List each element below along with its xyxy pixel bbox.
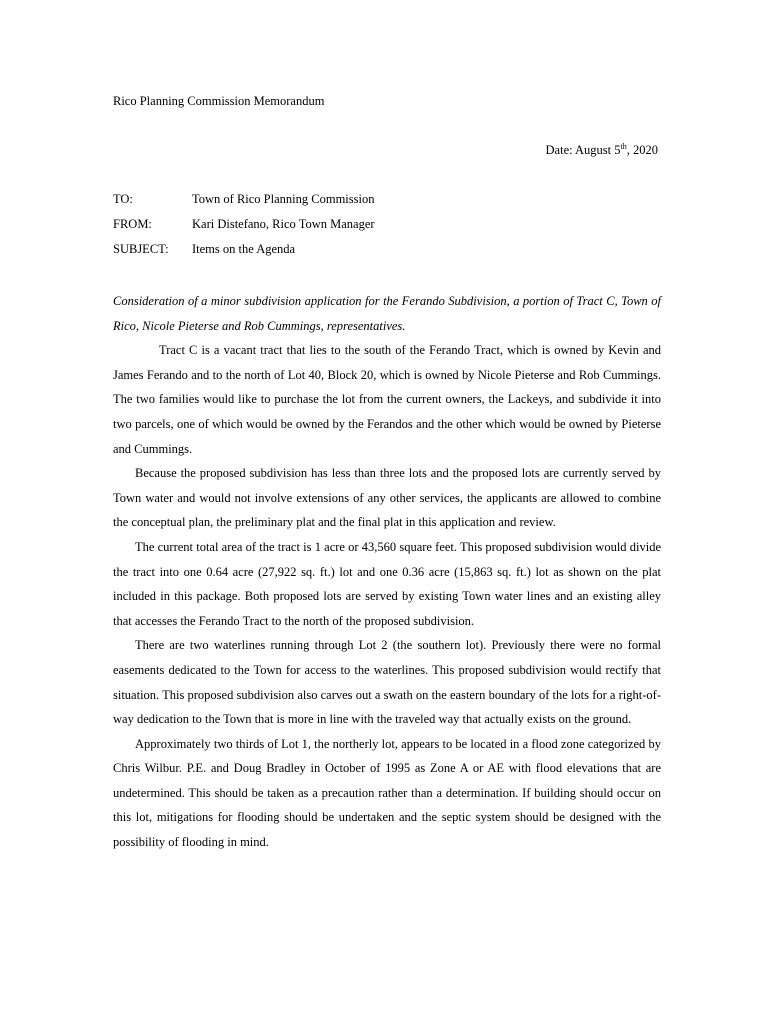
paragraph-review-process: Because the proposed subdivision has less than three lots and the proposed lots are currently served by Town water and would not involve extensions of any other services, the applicants are allowed to combine the conceptual plan, the preliminary plat and the final plat in this application and review. xyxy=(113,466,661,530)
agenda-item-title: Consideration of a minor subdivision application for the Ferando Subdivision, a portion of Tract C, Town of Rico, Nicole Pieterse and Rob Cummings, representatives. xyxy=(113,294,661,333)
memo-date-prefix: Date: August 5 xyxy=(545,143,621,157)
from-label: FROM: xyxy=(113,217,152,231)
subject-label: SUBJECT: xyxy=(113,242,169,256)
to-value: Town of Rico Planning Commission xyxy=(192,192,375,206)
subject-value: Items on the Agenda xyxy=(192,242,296,256)
from-value: Kari Distefano, Rico Town Manager xyxy=(192,217,375,231)
paragraph-flood-zone: Approximately two thirds of Lot 1, the northerly lot, appears to be located in a flood zone categorized by Chris Wilbur. P.E. and Doug Bradley in October of 1995 as Zone A or AE with flood elevations that are undetermined. This should be taken as a precaution rather than a determination. If building should occur on this lot, mitigations for flooding should be undertaken and the septic system should be designed with the possibility of flooding in mind. xyxy=(113,736,661,850)
memo-date-year: , 2020 xyxy=(626,143,658,157)
memo-date-ordinal: th xyxy=(620,142,627,151)
paragraph-lot-areas: The current total area of the tract is 1 acre or 43,560 square feet. This proposed subdivision would divide the tract into one 0.64 acre (27,922 sq. ft.) lot and one 0.36 acre (15,863 sq. ft.) lot as shown on the plat included in this package. Both proposed lots are served by existing Town water lines and an existing alley that accesses the Ferando Tract to the north of the proposed subdivision. xyxy=(113,539,661,628)
paragraph-waterlines: There are two waterlines running through Lot 2 (the southern lot). Previously there were no formal easements dedicated to the Town for access to the waterlines. This proposed subdivision would rectify that situation. This proposed subdivision also carves out a swath on the eastern boundary of the lots for a right-of-way dedication to the Town that is more in line with the traveled way that actually exists on the ground. xyxy=(113,638,661,727)
memo-heading: Rico Planning Commission Memorandum xyxy=(113,94,325,108)
to-label: TO: xyxy=(113,192,133,206)
memo-body xyxy=(113,289,661,855)
paragraph-tract-description: Tract C is a vacant tract that lies to the south of the Ferando Tract, which is owned by Kevin and James Ferando and to the north of Lot 40, Block 20, which is owned by Nicole Pieterse and Rob Cummings. The two families would like to purchase the lot from the current owners, the Lackeys, and subdivide it into two parcels, one of which would be owned by the Ferandos and the other which would be owned by Pieterse and Cummings. xyxy=(113,343,661,456)
memo-date xyxy=(546,143,658,158)
